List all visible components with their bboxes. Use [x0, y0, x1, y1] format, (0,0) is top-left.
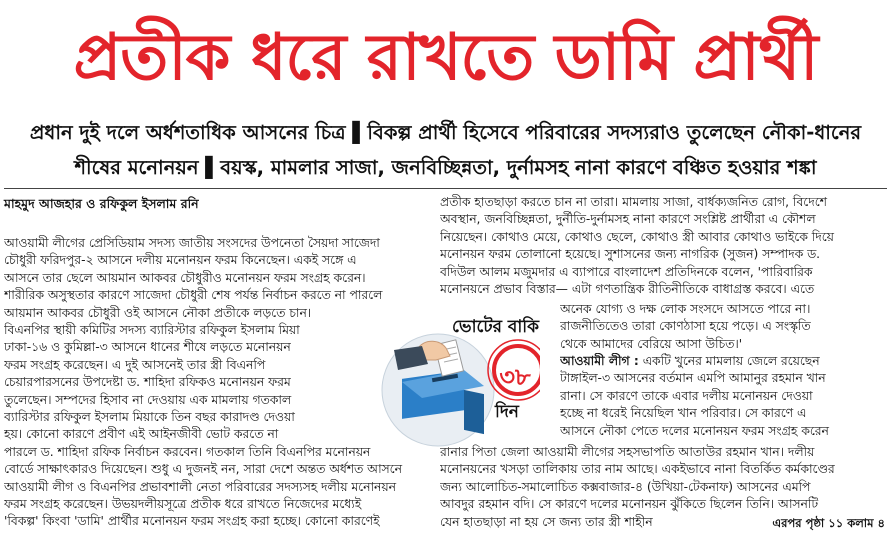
text-line: অবস্থান, জনবিচ্ছিন্নতা, দুর্নীতি-দুর্নামসহ নানা কারণে সংশ্লিষ্ট প্রার্থীরা এ কৌশল [440, 212, 816, 227]
text-line: তুলেছেন। সম্পদের হিসাব না দেওয়ায় এক মামলায় গতকাল [4, 392, 292, 407]
text-line: টাঙ্গাইল-৩ আসনের বর্তমান এমপি আমানুর রহমান খান [560, 371, 826, 386]
text-line: চেয়ারপারসনের উপদেষ্টা ড. শাহিদা রফিকও মনোনয়ন ফরম [4, 375, 291, 390]
text-line: নিয়েছেন। কোথাও মেয়ে, কোথাও ছেলে, কোথাও স্ত্রী আবার কোথাও ভাইকে দিয়ে [440, 229, 834, 244]
text-line: অনেক যোগ্য ও দক্ষ লোক সংসদে আসতে পারে না। [560, 302, 811, 316]
text-line: 'বিকল্প' কিংবা 'ডামি' প্রার্থীর মনোনয়ন ফরম সংগ্রহ করা হচ্ছে। কোনো কারণেই [4, 514, 380, 529]
text-line: ফরম সংগ্রহ করেছেন। উভয়দলীয়সূত্রে প্রতীক ধরে রাখতে নিজেদের মধ্যেই [4, 497, 362, 511]
text-line: আওয়ামী লীগ ও বিএনপির প্রভাবশালী নেতা পরিবারের সদস্যসহ দলীয় মনোনয়ন [4, 479, 396, 494]
countdown-number: ৩৮ [499, 363, 531, 391]
text-line: চৌধুরী ফরিদপুর-২ আসনে দলীয় মনোনয়ন ফরম কিনেছেন। একই সঙ্গে এ [4, 253, 357, 268]
text-line: পারলে ড. শাহিদা রফিক নির্বাচন করবেন। গতকাল তিনি বিএনপির মনোনয়ন [4, 444, 371, 459]
text-line: থেকে আমাদের বেরিয়ে আসা উচিত।' [560, 336, 743, 351]
text-line: আসনে তার ছেলে আয়মান আকবর চৌধুরীও মনোনয়ন ফরম সংগ্রহ করেন। [4, 270, 366, 285]
text-line: শারীরিক অসুস্থতার কারণে সাজেদা চৌধুরী শেষ পর্যন্ত নির্বাচন করতে না পারলে [4, 288, 383, 303]
text-line: যেন হাতছাড়া না হয় সে জন্য তার স্ত্রী শাহীন [440, 514, 653, 529]
headline: প্রতীক ধরে রাখতে ডামি প্রার্থী [73, 21, 818, 95]
byline: মাহমুদ আজহার ও রফিকুল ইসলাম রনি [4, 196, 199, 211]
text-line: রানা। সে কারণে তাকে এবার দলীয় মনোনয়ন দেওয়া [560, 388, 813, 403]
awami-paragraph [560, 353, 888, 370]
text-line: আয়মান আকবর চৌধুরী ওই আসনে নৌকা প্রতীকে লড়তে চান। [4, 305, 312, 320]
text-line: প্রতীক হাতছাড়া করতে চান না তারা। মামলায় সাজা, বার্ধক্যজনিত রোগ, বিদেশে [440, 195, 827, 209]
deck-line-2: শীষের মনোনয়ন ▌বয়স্ক, মামলার সাজা, জনবিচ্ছিন্নতা, দুর্নামসহ নানা কারণে বঞ্চিত হওয়ার শঙ্কা [74, 156, 817, 179]
text-line: ঢাকা-১৬ ও কুমিল্লা-৩ আসনে ধানের শীষে লড়তে মনোনয়ন [4, 340, 291, 355]
awami-lead: আওয়ামী লীগ : [560, 354, 639, 368]
text-line: মনোনয়ন ফরম তোলানো হয়েছে। সুশাসনের জন্য নাগরিক (সুজন) সম্পাদক ড. [440, 247, 821, 262]
text-line: রানার পিতা জেলা আওয়ামী লীগের সহসভাপতি আতাউর রহমান খান। দলীয় [440, 445, 815, 459]
countdown-unit: দিন [495, 402, 519, 422]
text-line: বিএনপির স্থায়ী কমিটির সদস্য ব্যারিস্টার রফিকুল ইসলাম মিয়া [4, 323, 300, 337]
text-line: মনোনয়নে প্রভাব বিস্তার— এটা গণতান্ত্রিক রীতিনীতিকে বাধাগ্রস্ত করবে। এতে [440, 282, 815, 296]
text-line: হয়। কোনো কারণে প্রবীণ এই আইনজীবী ভোট করতে না [4, 427, 279, 442]
text-line: ব্যারিস্টার রফিকুল ইসলাম মিয়াকে তিন বছর কারাদণ্ড দেওয়া [4, 410, 295, 424]
text-line: জন্য আলোচিত-সমালোচিত কক্সবাজার-৪ (উখিয়া-টেকনাফ) আসনের এমপি [440, 479, 811, 494]
deck-line-1: প্রধান দুই দলে অর্ধশতাধিক আসনের চিত্র ▌বিকল্প প্রার্থী হিসেবে পরিবারের সদস্যরাও তুলেছেন নৌকা-ধানের [29, 121, 862, 144]
text-line: রাজনীতিতেও তারা কোণঠাসা হয়ে পড়ে। এ সংস্কৃতি [560, 319, 811, 334]
text-line: হচ্ছে না ধরেই নিয়েছিল খান পরিবার। সে কারণে এ [560, 406, 807, 421]
countdown-title: ভোটের বাকি [452, 317, 540, 337]
text-line: আবদুর রহমান বদি। সে কারণে দলের মনোনয়ন ঝুঁকিতে ছিলেন তিনি। আসনটি [440, 497, 819, 512]
text-line: আসনে নৌকা পেতে দলের মনোনয়ন ফরম সংগ্রহ করেন [560, 423, 829, 438]
text-line: একটি খুনের মামলায় জেলে রয়েছেন [638, 354, 820, 368]
text-line: ফরম সংগ্রহ করেছেন। এ দুই আসনেই তার স্ত্রী বিএনপি [4, 357, 266, 372]
text-line: বদিউল আলম মজুমদার এ ব্যাপারে বাংলাদেশ প্রতিদিনকে বলেন, 'পারিবারিক [440, 264, 813, 279]
text-line: মনোনয়নের খসড়া তালিকায় তার নাম আছে। একইভাবে নানা বিতর্কিত কর্মকাণ্ডের [440, 462, 835, 477]
divider [4, 188, 887, 189]
text-line: আওয়ামী লীগের প্রেসিডিয়াম সদস্য জাতীয় সংসদের উপনেতা সৈয়দা সাজেদা [4, 236, 380, 250]
text-line: বোর্ডে সাক্ষাৎকারও দিয়েছেন। শুধু এ দুজনই নন, সারা দেশে অন্তত অর্ধশত আসনে [4, 462, 402, 477]
continuation-note: এরপর পৃষ্ঠা ১১ কলাম ৪ [772, 516, 885, 530]
